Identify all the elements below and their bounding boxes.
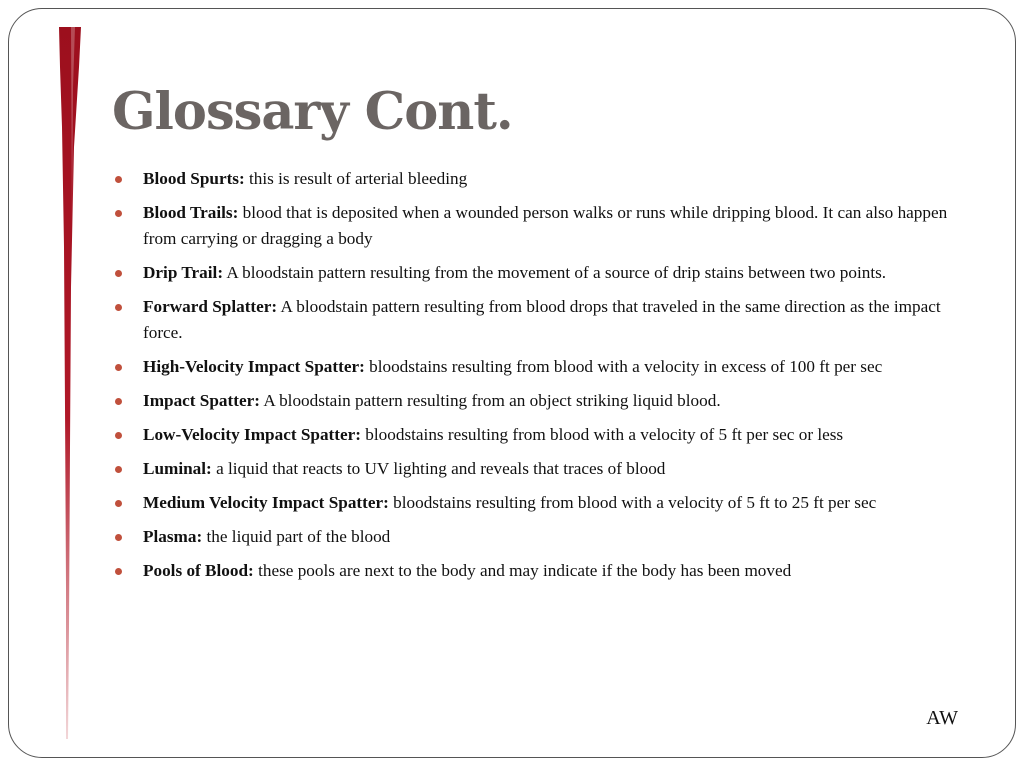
list-item	[112, 166, 970, 192]
glossary-term: Blood Spurts:	[143, 169, 245, 188]
list-item	[112, 422, 970, 448]
glossary-definition: A bloodstain pattern resulting from blood drops that traveled in the same direction as the impact force.	[143, 297, 941, 342]
glossary-definition: bloodstains resulting from blood with a velocity of 5 ft to 25 ft per sec	[393, 493, 877, 512]
glossary-term: Low-Velocity Impact Spatter:	[143, 425, 361, 444]
glossary-definition: these pools are next to the body and may indicate if the body has been moved	[258, 561, 792, 580]
glossary-term: Forward Splatter:	[143, 297, 278, 316]
glossary-definition: the liquid part of the blood	[206, 527, 391, 546]
glossary-term: Impact Spatter:	[143, 391, 260, 410]
glossary-definition: bloodstains resulting from blood with a velocity in excess of 100 ft per sec	[369, 357, 883, 376]
bullet-icon	[115, 568, 122, 575]
list-item	[112, 200, 970, 252]
list-item	[112, 456, 970, 482]
glossary-definition: A bloodstain pattern resulting from an object striking liquid blood.	[263, 391, 721, 410]
bullet-icon	[115, 534, 122, 541]
list-item	[112, 294, 970, 346]
glossary-term: Plasma:	[143, 527, 203, 546]
bullet-icon	[115, 432, 122, 439]
glossary-term: Pools of Blood:	[143, 561, 254, 580]
bullet-icon	[115, 398, 122, 405]
glossary-term: Medium Velocity Impact Spatter:	[143, 493, 389, 512]
glossary-term: Drip Trail:	[143, 263, 224, 282]
glossary-definition: blood that is deposited when a wounded person walks or runs while dripping blood. It can also happen from carrying or dragging a body	[143, 203, 948, 248]
bullet-icon	[115, 210, 122, 217]
list-item	[112, 354, 970, 380]
list-item	[112, 260, 970, 286]
bullet-icon	[115, 304, 122, 311]
glossary-definition: bloodstains resulting from blood with a velocity of 5 ft per sec or less	[365, 425, 844, 444]
page-title: Glossary Cont.	[112, 82, 513, 142]
glossary-list	[112, 166, 970, 592]
list-item	[112, 388, 970, 414]
glossary-term: Luminal:	[143, 459, 212, 478]
list-item	[112, 558, 970, 584]
glossary-term: Blood Trails:	[143, 203, 239, 222]
footer-initials: AW	[926, 707, 958, 729]
bullet-icon	[115, 466, 122, 473]
bullet-icon	[115, 500, 122, 507]
bullet-icon	[115, 176, 122, 183]
bullet-icon	[115, 364, 122, 371]
bullet-icon	[115, 270, 122, 277]
list-item	[112, 524, 970, 550]
glossary-definition: A bloodstain pattern resulting from the movement of a source of drip stains between two points.	[226, 263, 887, 282]
red-drip-decoration	[57, 27, 83, 739]
glossary-term: High-Velocity Impact Spatter:	[143, 357, 365, 376]
glossary-definition: a liquid that reacts to UV lighting and reveals that traces of blood	[216, 459, 666, 478]
glossary-definition: this is result of arterial bleeding	[249, 169, 468, 188]
list-item	[112, 490, 970, 516]
